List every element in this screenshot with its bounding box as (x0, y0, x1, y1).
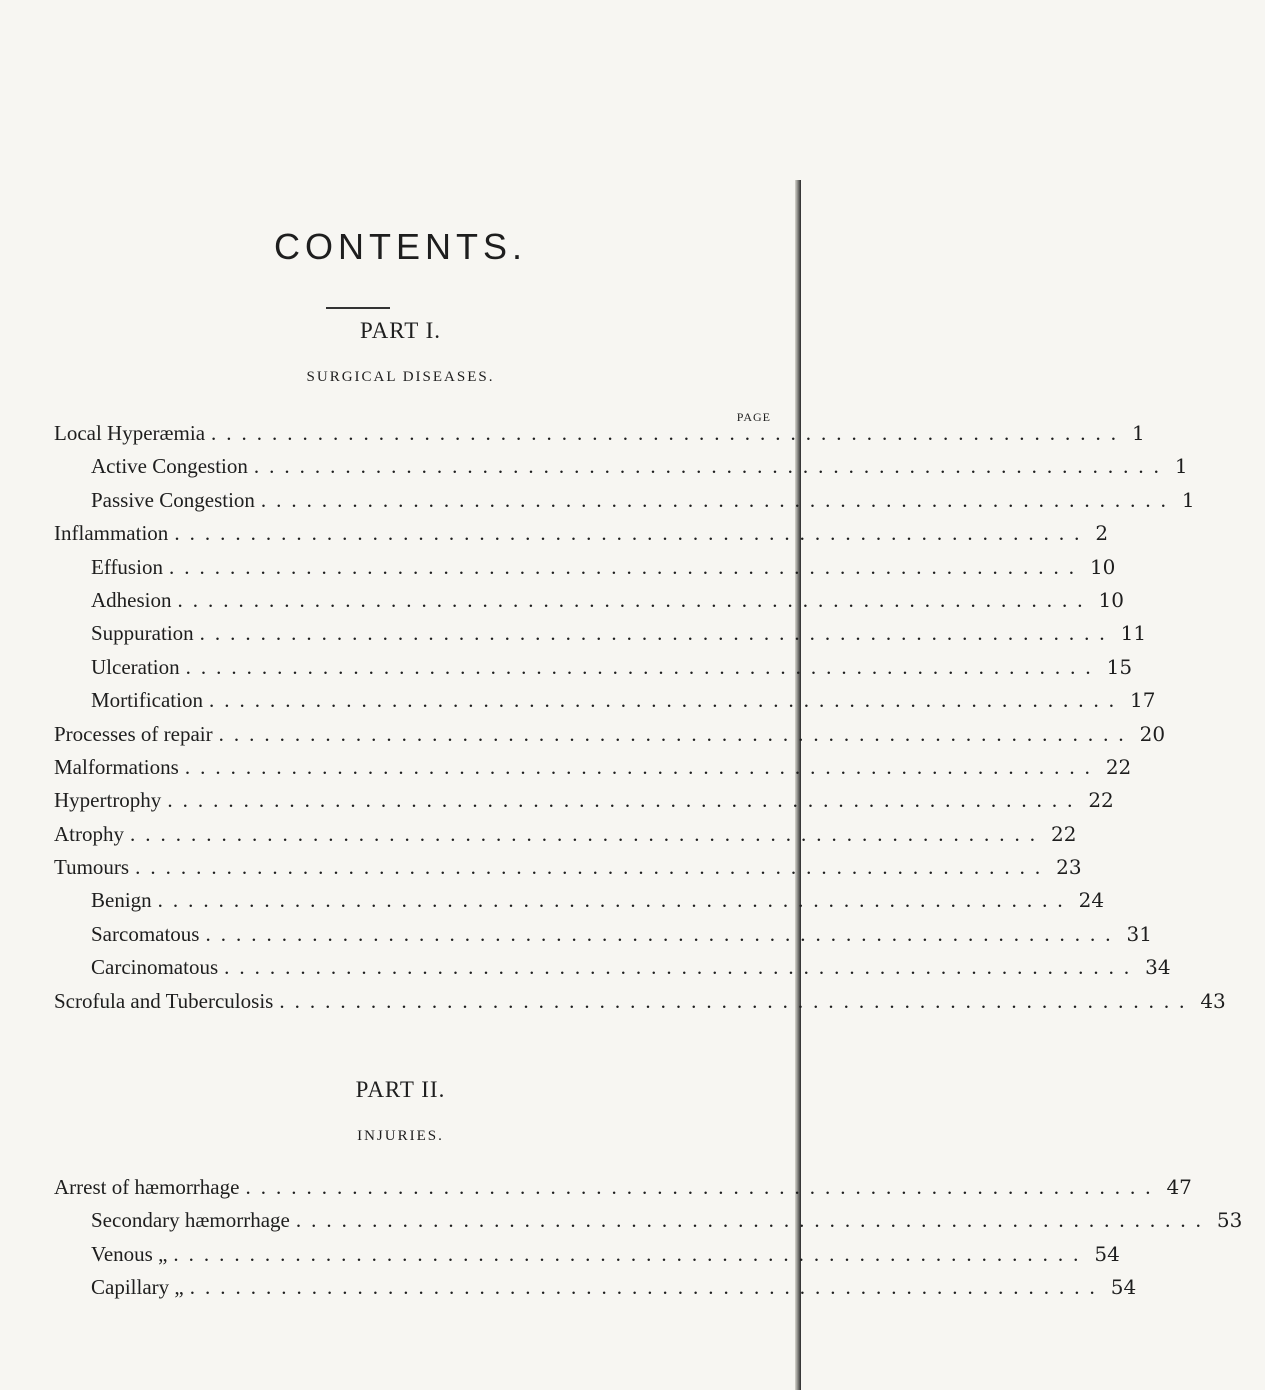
dot-leader: ............................................................ (177, 587, 1093, 612)
toc-entry-page: 24 (1078, 888, 1105, 913)
toc-entry-page: 47 (1166, 1175, 1192, 1199)
dot-leader: ............................................................ (218, 721, 1134, 746)
toc-entry-label: Suppuration (91, 621, 194, 646)
toc-entry-page: 15 (1106, 654, 1133, 679)
toc-entry (54, 1208, 1243, 1241)
toc-entry-page: 54 (1110, 1275, 1137, 1300)
toc-entry-page: 1 (1181, 487, 1195, 512)
toc-entry (54, 1175, 1192, 1208)
toc-entry (54, 855, 1082, 888)
toc-entry-label: Tumours (54, 855, 130, 880)
dot-leader: ............................................................ (185, 654, 1101, 679)
dot-leader: ............................................................ (173, 1241, 1089, 1266)
toc-entry-label: Secondary hæmorrhage (91, 1208, 290, 1233)
toc-entry-label: Scrofula and Tuberculosis (54, 988, 274, 1013)
dot-leader: ............................................................ (260, 487, 1176, 512)
dot-leader: ............................................................ (130, 821, 1045, 846)
toc-entry-label: Capillary „ (91, 1275, 184, 1300)
dot-leader: ............................................................ (184, 754, 1100, 779)
dot-leader: ............................................................ (279, 988, 1195, 1013)
page-column-label: PAGE (736, 410, 771, 424)
toc-entry-page: 22 (1051, 821, 1077, 846)
part-2-heading: PART II. (355, 1077, 446, 1102)
toc-entry (54, 654, 1133, 688)
toc-entry-page: 53 (1216, 1208, 1243, 1233)
dot-leader: ............................................................ (224, 955, 1140, 980)
title-rule (326, 307, 390, 309)
dot-leader: ............................................................ (167, 788, 1083, 813)
dot-leader: ............................................................ (157, 888, 1073, 913)
dot-leader: ............................................................ (295, 1208, 1211, 1233)
toc-entry-page: 2 (1095, 521, 1109, 546)
dot-leader: ............................................................ (208, 688, 1124, 713)
toc-entry (54, 721, 1166, 755)
toc-entry-page: 43 (1200, 988, 1226, 1013)
dot-leader: ............................................................ (135, 855, 1051, 880)
toc-entry-label: Sarcomatous (91, 921, 200, 946)
toc-entry (54, 788, 1114, 821)
toc-entry-label: Carcinomatous (91, 955, 219, 980)
toc-entry-label: Arrest of hæmorrhage (54, 1175, 240, 1199)
toc-entry-page: 31 (1126, 921, 1152, 946)
toc-entry-label: Atrophy (54, 821, 124, 846)
toc-entry-page: 11 (1120, 621, 1147, 646)
dot-leader: ............................................................ (174, 521, 1090, 546)
toc-entry (54, 587, 1124, 621)
toc-entry (54, 521, 1109, 554)
toc-entry-page: 22 (1105, 754, 1132, 779)
toc-entry (54, 621, 1147, 654)
toc-entry-page: 17 (1129, 688, 1156, 713)
toc-entry (54, 888, 1105, 921)
toc-entry-label: Processes of repair (54, 721, 213, 746)
dot-leader: ............................................................ (211, 421, 1127, 445)
toc-entry-page: 23 (1056, 855, 1082, 880)
toc-entry-page: 22 (1088, 788, 1114, 813)
toc-entry (54, 421, 1145, 454)
toc-entry (54, 821, 1077, 855)
toc-entry-page: 10 (1089, 554, 1116, 579)
toc-entry-page: 34 (1145, 955, 1171, 980)
toc-entry-label: Passive Congestion (91, 487, 255, 512)
toc-entry-page: 10 (1098, 587, 1124, 612)
toc-entry-label: Venous „ (91, 1241, 168, 1266)
toc-entry (54, 754, 1132, 788)
toc-part-2 (54, 1175, 1243, 1309)
toc-entry (54, 454, 1188, 487)
toc-entry (54, 988, 1226, 1022)
toc-entry-page: 1 (1132, 421, 1145, 445)
part-1-heading: PART I. (359, 318, 442, 343)
toc-entry-label: Hypertrophy (54, 788, 162, 813)
toc-entry (54, 1241, 1120, 1275)
toc-entry-page: 20 (1139, 721, 1166, 746)
toc-entry-label: Inflammation (54, 521, 169, 546)
dot-leader: ............................................................ (245, 1175, 1161, 1199)
dot-leader: ............................................................ (189, 1275, 1105, 1300)
toc-entry-page: 54 (1094, 1241, 1120, 1266)
toc-entry (54, 1275, 1137, 1308)
dot-leader: ............................................................ (199, 621, 1115, 646)
toc-entry-label: Local Hyperæmia (54, 421, 206, 445)
part-2-section-heading: INJURIES. (357, 1128, 444, 1144)
toc-entry-label: Ulceration (91, 654, 180, 679)
toc-entry (54, 487, 1195, 521)
part-1-section-heading: SURGICAL DISEASES. (306, 369, 495, 385)
toc-entry (54, 921, 1152, 955)
toc-entry-label: Active Congestion (91, 454, 248, 479)
toc-part-1 (54, 421, 1226, 1022)
toc-entry-label: Effusion (91, 554, 163, 579)
dot-leader: ............................................................ (253, 454, 1169, 479)
toc-entry-label: Adhesion (91, 587, 172, 612)
dot-leader: ............................................................ (168, 554, 1084, 579)
toc-entry (54, 955, 1171, 988)
page-title: CONTENTS. (273, 226, 527, 267)
dot-leader: ............................................................ (205, 921, 1121, 946)
toc-entry-label: Mortification (91, 688, 203, 713)
toc-entry-page: 1 (1174, 454, 1188, 479)
toc-entry-label: Benign (91, 888, 152, 913)
toc-entry (54, 688, 1156, 721)
toc-entry (54, 554, 1116, 588)
toc-entry-label: Malformations (54, 754, 179, 779)
